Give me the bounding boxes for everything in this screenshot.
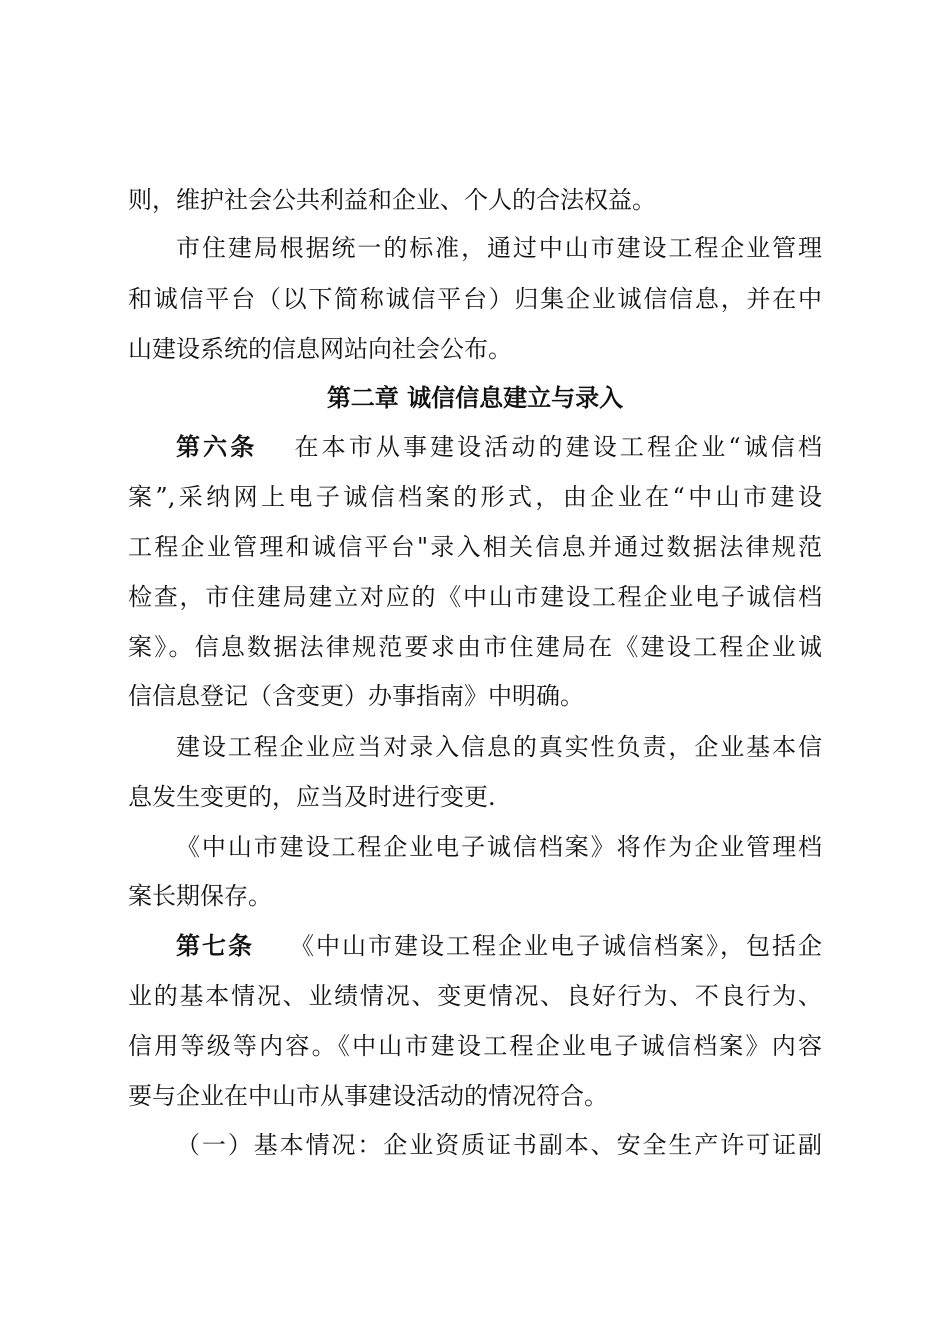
paragraph-line: 《中山市建设工程企业电子诚信档案》将作为企业管理档: [176, 833, 822, 861]
paragraph-line: 信用等级等内容。《中山市建设工程企业电子诚信档案》内容: [128, 1032, 822, 1060]
paragraph-line: 息发生变更的，应当及时进行变更.: [128, 783, 496, 811]
paragraph-line: 业的基本情况、业绩情况、变更情况、良好行为、不良行为、: [128, 982, 822, 1010]
paragraph-line: 案长期保存。: [128, 882, 272, 910]
paragraph-line: 案”,采纳网上电子诚信档案的形式，由企业在“中山市建设: [128, 483, 822, 511]
paragraph-line: 案》。信息数据法律规范要求由市住建局在《建设工程企业诚: [128, 633, 822, 661]
paragraph-line: 山建设系统的信息网站向社会公布。: [128, 335, 512, 363]
article-number: 第七条: [176, 931, 254, 960]
paragraph-line: 和诚信平台（以下简称诚信平台）归集企业诚信信息，并在中: [128, 285, 822, 313]
paragraph-line: 信信息登记（含变更）办事指南》中明确。: [128, 682, 584, 710]
article-line: [176, 427, 822, 467]
chapter-heading: 第二章 诚信信息建立与录入: [326, 383, 624, 412]
paragraph-line: 要与企业在中山市从事建设活动的情况符合。: [128, 1082, 608, 1110]
paragraph-line: 检查，市住建局建立对应的《中山市建设工程企业电子诚信档: [128, 583, 822, 611]
paragraph-line: （一）基本情况：企业资质证书副本、安全生产许可证副: [176, 1131, 822, 1159]
paragraph-line: 市住建局根据统一的标准，通过中山市建设工程企业管理: [176, 234, 822, 262]
paragraph-line: 建设工程企业应当对录入信息的真实性负责，企业基本信: [176, 733, 822, 761]
paragraph-line: 则，维护社会公共利益和企业、个人的合法权益。: [128, 186, 656, 214]
article-line: [176, 926, 822, 966]
article-text: 《中山市建设工程企业电子诚信档案》，包括企: [288, 932, 822, 960]
article-text: 在本市从事建设活动的建设工程企业“诚信档: [291, 433, 822, 461]
article-number: 第六条: [176, 432, 258, 461]
paragraph-line: 工程企业管理和诚信平台"录入相关信息并通过数据法律规范: [128, 533, 822, 561]
